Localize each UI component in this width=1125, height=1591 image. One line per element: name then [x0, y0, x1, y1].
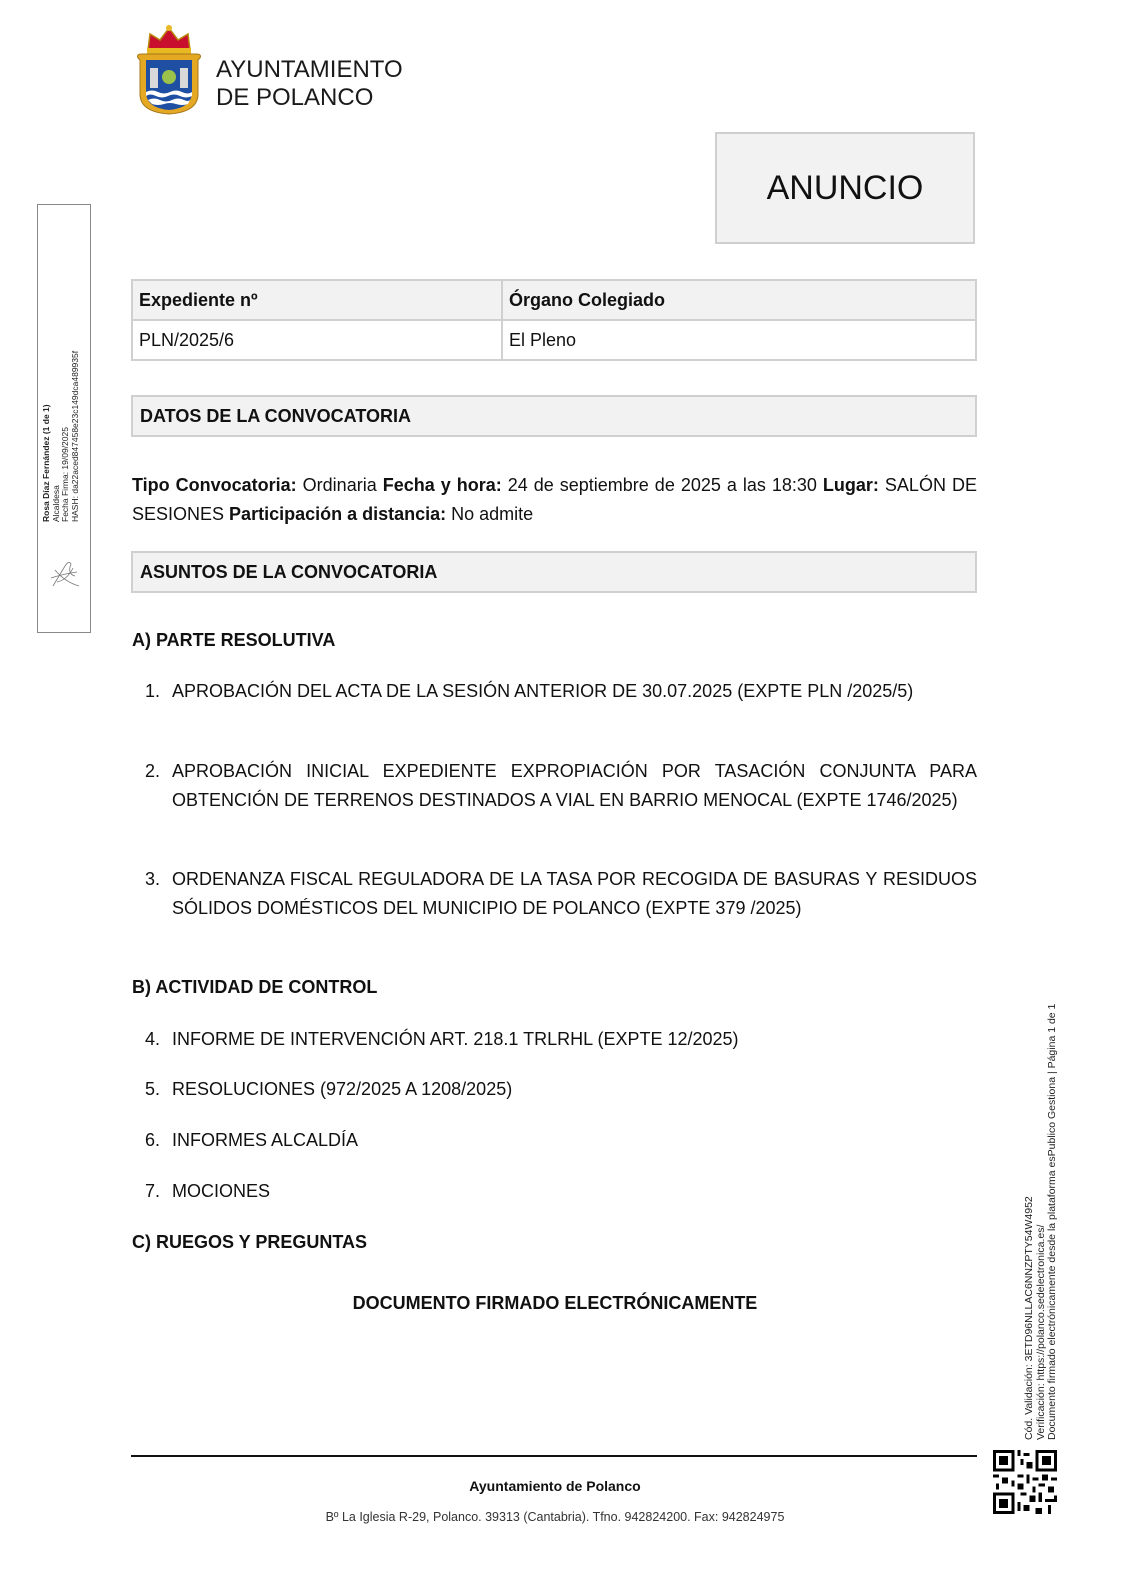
header-organo: Órgano Colegiado	[502, 280, 976, 320]
coat-of-arms-icon	[134, 24, 204, 116]
lugar-value: SALÓN DE SESIONES	[132, 475, 977, 524]
org-name-line2: DE POLANCO	[216, 84, 374, 111]
agenda-item	[145, 1177, 977, 1206]
fecha-label: Fecha y hora:	[382, 475, 502, 495]
agenda-item-text: INFORME DE INTERVENCIÓN ART. 218.1 TRLRHL (EXPTE 12/2025)	[172, 1029, 739, 1049]
part-a-heading: A) PARTE RESOLUTIVA	[132, 630, 336, 650]
verification-url: Verificación: https://polanco.sedelectronica.es/	[1034, 1224, 1047, 1440]
participacion-value: No admite	[451, 504, 534, 524]
validation-text	[1024, 1004, 1059, 1440]
organization-name	[216, 56, 403, 112]
signer-role: Alcaldesa	[50, 485, 61, 522]
footer-organization: Ayuntamiento de Polanco	[469, 1478, 641, 1494]
header-expediente: Expediente nº	[132, 280, 502, 320]
lugar-label: Lugar:	[822, 475, 879, 495]
agenda-item-text: ORDENANZA FISCAL REGULADORA DE LA TASA POR RECOGIDA DE BASURAS Y RESIDUOS SÓLIDOS DOMÉSTICOS DEL MUNICIPIO DE POLANCO (EXPTE 379 /2025)	[172, 869, 977, 918]
asuntos-section-title: ASUNTOS DE LA CONVOCATORIA	[140, 561, 438, 582]
agenda-item-number: 1.	[145, 681, 161, 701]
part-b-heading: B) ACTIVIDAD DE CONTROL	[132, 977, 378, 997]
agenda-item-text: MOCIONES	[172, 1181, 271, 1201]
tipo-value: Ordinaria	[302, 475, 377, 495]
asuntos-section-header	[131, 551, 977, 593]
datos-section-header	[131, 395, 977, 437]
agenda-item-number: 4.	[145, 1029, 161, 1049]
agenda-item-text: RESOLUCIONES (972/2025 A 1208/2025)	[172, 1079, 513, 1099]
handwritten-signature-icon	[45, 556, 85, 592]
expediente-table	[131, 279, 977, 361]
agenda-item-number: 2.	[145, 761, 161, 781]
document-type-box	[715, 132, 975, 244]
signer-name: Rosa Díaz Fernández (1 de 1)	[41, 404, 51, 522]
footer-address: Bº La Iglesia R-29, Polanco. 39313 (Cantabria). Tfno. 942824200. Fax: 942824975	[325, 1510, 785, 1524]
signature-date: Fecha Firma: 19/09/2025	[60, 427, 70, 522]
organo-value: El Pleno	[502, 320, 976, 360]
part-c-heading: C) RUEGOS Y PREGUNTAS	[132, 1232, 368, 1252]
agenda-item	[145, 1126, 977, 1155]
tipo-label: Tipo Convocatoria:	[132, 475, 297, 495]
agenda-item-text: APROBACIÓN DEL ACTA DE LA SESIÓN ANTERIOR DE 30.07.2025 (EXPTE PLN /2025/5)	[172, 681, 914, 701]
agenda-item	[145, 757, 977, 815]
agenda-item-text: INFORMES ALCALDÍA	[172, 1130, 359, 1150]
fecha-value: 24 de septiembre de 2025 a las 18:30	[507, 475, 817, 495]
agenda-item	[145, 865, 977, 923]
agenda-item	[145, 677, 977, 706]
agenda-item-number: 7.	[145, 1181, 161, 1201]
agenda-item-text: APROBACIÓN INICIAL EXPEDIENTE EXPROPIACIÓN POR TASACIÓN CONJUNTA PARA OBTENCIÓN DE TERRENOS DESTINADOS A VIAL EN BARRIO MENOCAL (EXPTE 1746/2025)	[172, 761, 977, 810]
signature-stamp-text	[42, 351, 80, 522]
expediente-value: PLN/2025/6	[132, 320, 502, 360]
agenda-item	[145, 1025, 977, 1054]
platform-notice: Documento firmado electrónicamente desde la plataforma esPublico Gestiona | Página 1 de 1	[1046, 1003, 1058, 1440]
participacion-label: Participación a distancia:	[229, 504, 447, 524]
signed-notice: DOCUMENTO FIRMADO ELECTRÓNICAMENTE	[352, 1293, 758, 1313]
convocatoria-details	[132, 471, 977, 529]
signature-hash: HASH: da22aced847458e23c149dca489935f	[69, 350, 80, 522]
validation-code: Cód. Validación: 3ETD96NLLAC6NNZPTY54W4952	[1023, 1196, 1035, 1440]
footer-divider	[131, 1455, 977, 1457]
document-type-title: ANUNCIO	[766, 168, 924, 207]
table-header-row	[132, 280, 976, 320]
agenda-item-number: 5.	[145, 1079, 161, 1099]
org-name-line1: AYUNTAMIENTO	[216, 56, 403, 83]
agenda-item-number: 3.	[145, 869, 161, 889]
table-row	[132, 320, 976, 360]
agenda-item	[145, 1075, 977, 1104]
agenda-item-number: 6.	[145, 1130, 161, 1150]
datos-section-title: DATOS DE LA CONVOCATORIA	[140, 405, 412, 426]
